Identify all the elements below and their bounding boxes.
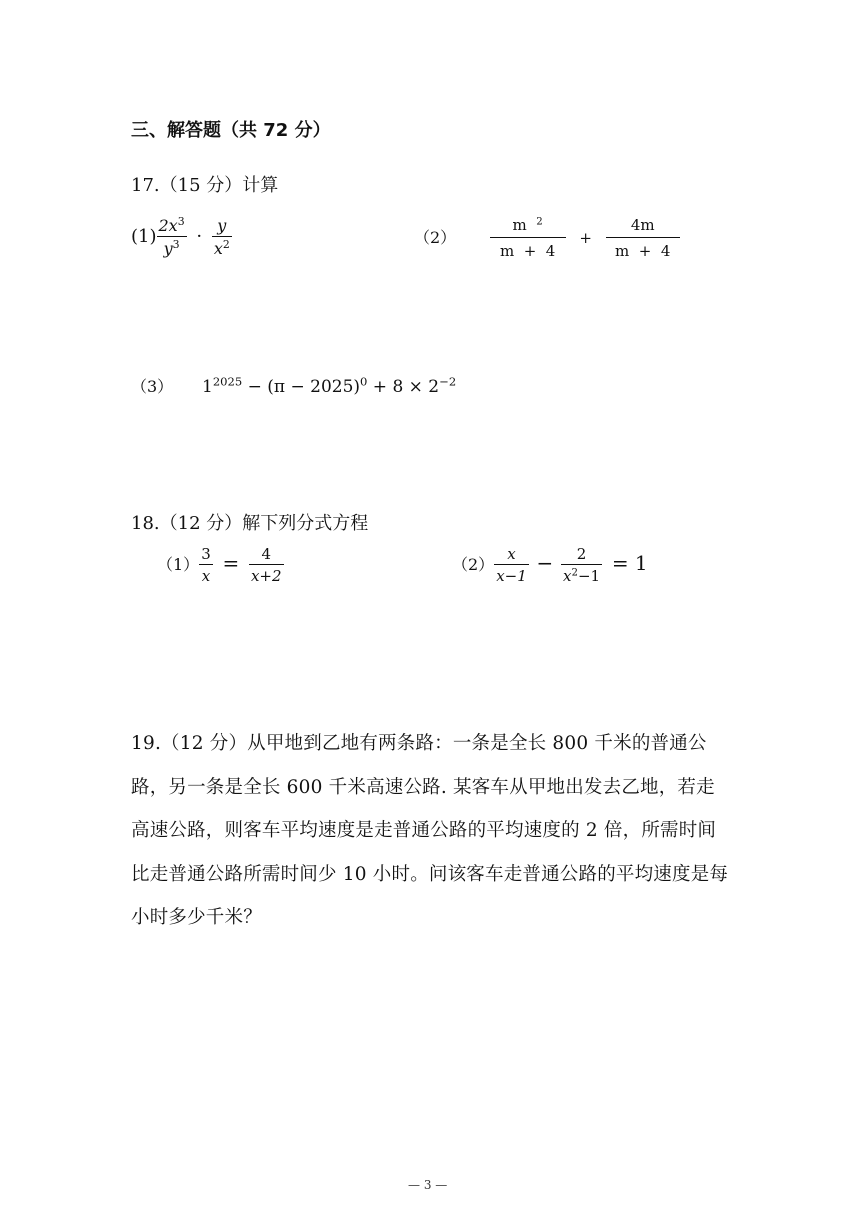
fraction-a-denominator: x−1	[496, 567, 527, 585]
page-number: — 3 —	[408, 1178, 448, 1192]
fraction-b-denominator-exp: 2	[571, 567, 578, 579]
section-title: 三、解答题（共 72 分）	[131, 120, 331, 141]
fraction-b-numerator: 2	[561, 545, 602, 565]
fraction-b-denominator-base: x	[563, 567, 572, 585]
q17-part2-fraction-a	[490, 216, 566, 260]
fraction-a-numerator-exp: 3	[177, 215, 185, 229]
q18-part1-label: （1）	[157, 555, 200, 574]
q17-part1-label: (1)	[131, 226, 157, 247]
q17-part2-operator: +	[579, 229, 592, 247]
q18-part2-label: （2）	[452, 555, 495, 574]
q18-part1-fraction-right	[249, 545, 284, 585]
fraction-a-numerator: x	[494, 545, 529, 565]
q17-part1-fraction-b	[212, 216, 232, 258]
q18-part2-fraction-b	[561, 545, 602, 585]
q18-part2-fraction-a	[494, 545, 529, 585]
q17-part1-fraction-a	[157, 216, 187, 258]
fraction-a-numerator-exp: 2	[536, 216, 543, 228]
fraction-a-denominator: m + 4	[499, 242, 556, 260]
fraction-left-denominator: x	[201, 567, 211, 585]
q17-part3-term1: 1	[202, 377, 213, 397]
q17-part2	[414, 216, 680, 260]
q17-part3-term1-exp: 2025	[212, 374, 243, 389]
q17-part3-term3-exp: −2	[439, 374, 457, 389]
fraction-b-denominator-tail: −1	[577, 567, 601, 585]
q18-part2-equals: = 1	[611, 551, 648, 575]
q17-part1	[131, 216, 232, 258]
fraction-a-denominator: y	[163, 239, 173, 258]
q18-header: 18.（12 分）解下列分式方程	[131, 513, 369, 534]
q18-part1-equals: =	[222, 551, 240, 575]
fraction-a-denominator-exp: 3	[172, 238, 180, 252]
q17-part3-term2-exp: 0	[360, 374, 368, 389]
fraction-right-numerator: 4	[249, 545, 284, 565]
fraction-right-denominator: x+2	[250, 567, 282, 585]
q18-part2-operator: −	[536, 551, 554, 575]
q18-part2	[452, 545, 648, 585]
fraction-a-numerator: m	[512, 216, 527, 234]
fraction-b-numerator: y	[217, 216, 227, 235]
fraction-a-numerator: 2x	[158, 216, 178, 235]
q18-part1	[157, 545, 284, 585]
q19-text: 19.（12 分）从甲地到乙地有两条路：一条是全长 800 千米的普通公路，另一条是全长 600 千米高速公路. 某客车从甲地出发去乙地，若走高速公路，则客车平均速度是走普通公路的平均速度的 2 倍，所需时间比走普通公路所需时间少 10 小时。问该客车走普通公路的平均速度是每小时多少千米？	[131, 733, 729, 928]
q18-part1-fraction-left	[199, 545, 213, 585]
fraction-b-denominator: x	[213, 239, 223, 258]
fraction-b-denominator: m + 4	[614, 242, 671, 260]
q17-part1-operator: ·	[196, 226, 203, 247]
q17-part2-label: （2）	[414, 228, 457, 247]
q17-part3-term3: + 8 × 2	[367, 377, 440, 397]
q17-part3-label: （3）	[131, 377, 174, 396]
q17-header: 17.（15 分）计算	[131, 175, 279, 196]
q17-part3	[131, 374, 456, 397]
q17-part2-fraction-b	[606, 216, 680, 260]
fraction-b-numerator: 4m	[606, 216, 680, 238]
fraction-b-denominator-exp: 2	[222, 238, 230, 252]
fraction-left-numerator: 3	[201, 545, 211, 563]
q17-part3-term2: − (π − 2025)	[242, 377, 361, 397]
